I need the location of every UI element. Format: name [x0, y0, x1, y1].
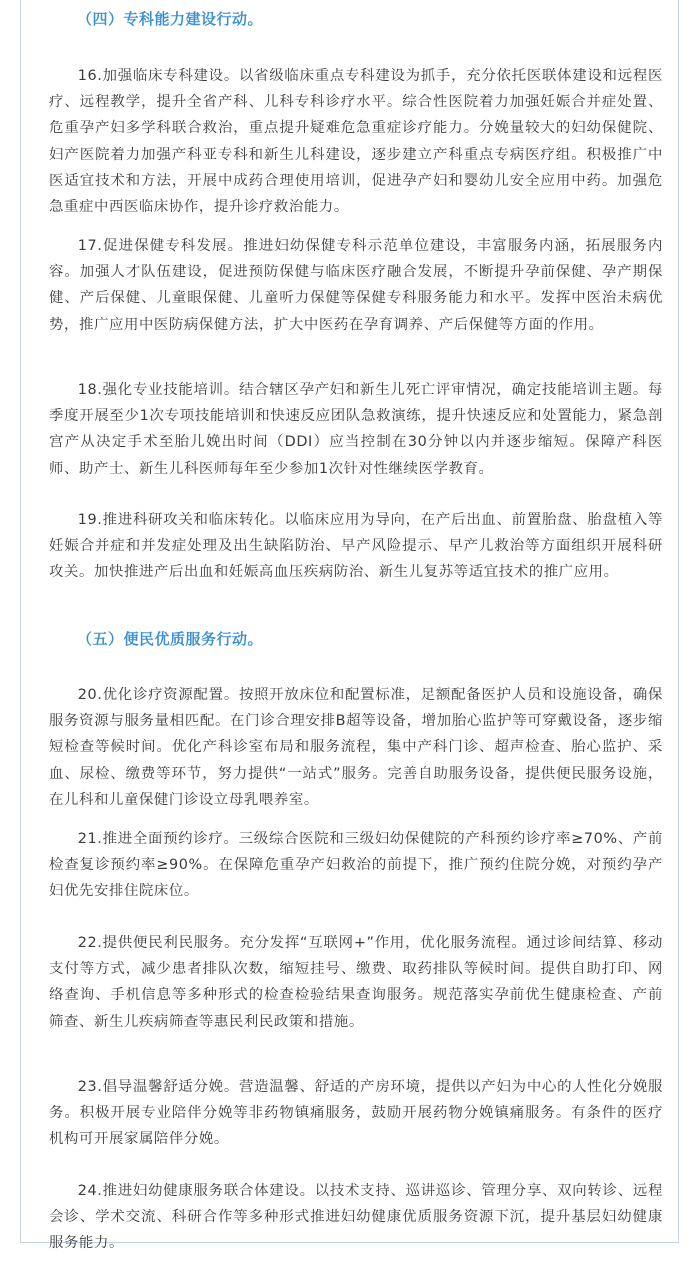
paragraph-17: 17.促进保健专科发展。推进妇幼保健专科示范单位建设，丰富服务内涵，拓展服务内容。加强人才队伍建设，促进预防保健与临床医疗融合发展，不断提升孕前保健、孕产期保健、产后保健、儿童眼保健、儿童听力保健等保健专科服务能力和水平。发挥中医治未病优势，推广应用中医防病保健方法，扩大中医药在孕育调养、产后保健等方面的作用。: [49, 238, 663, 333]
paragraph-24: 24.推进妇幼健康服务联合体建设。以技术支持、巡讲巡诊、管理分享、双向转诊、远程会诊、学术交流、科研合作等多种形式推进妇幼健康优质服务资源下沉，提升基层妇幼健康服务能力。: [49, 1183, 663, 1252]
paragraph-18: 18.强化专业技能培训。结合辖区孕产妇和新生儿死亡评审情况，确定技能培训主题。每季度开展至少1次专项技能培训和快速反应团队急救演练，提升快速反应和处置能力，紧急剖宫产从决定手术至胎儿娩出时间（DDI）应当控制在30分钟以内并逐步缩短。保障产科医师、助产士、新生儿科医师每年至少参加1次针对性继续医学教育。: [49, 382, 663, 477]
paragraph-22: 22.提供便民利民服务。充分发挥“互联网+”作用，优化服务流程。通过诊间结算、移动支付等方式，减少患者排队次数，缩短挂号、缴费、取药排队等候时间。提供自助打印、网络查询、手机信息等多种形式的检查检验结果查询服务。规范落实孕前优生健康检查、产前筛查、新生儿疾病筛查等惠民利民政策和措施。: [49, 935, 663, 1030]
paragraph-21: 21.推进全面预约诊疗。三级综合医院和三级妇幼保健院的产科预约诊疗率≥70%、产前检查复诊预约率≥90%。在保障危重孕产妇救治的前提下，推广预约住院分娩，对预约孕产妇优先安排住院床位。: [49, 831, 663, 900]
paragraph-16: 16.加强临床专科建设。以省级临床重点专科建设为抓手，充分依托医联体建设和远程医疗、远程教学，提升全省产科、儿科专科诊疗水平。综合性医院着力加强妊娠合并症处置、危重孕产妇多学科联合救治，重点提升疑难危急重症诊疗能力。分娩量较大的妇幼保健院、妇产医院着力加强产科亚专科和新生儿科建设，逐步建立产科重点专病医疗组。积极推广中医适宜技术和方法，开展中成药合理使用培训，促进孕产妇和婴幼儿安全应用中药。加强危急重症中西医临床协作，提升诊疗救治能力。: [49, 68, 663, 216]
paragraph-19: 19.推进科研攻关和临床转化。以临床应用为导向，在产后出血、前置胎盘、胎盘植入等妊娠合并症和并发症处理及出生缺陷防治、早产风险提示、早产儿救治等方面组织开展科研攻关。加快推进产后出血和妊娠高血压疾病防治、新生儿复苏等适宜技术的推广应用。: [49, 512, 663, 581]
paragraph-20: 20.优化诊疗资源配置。按照开放床位和配置标准，足额配备医护人员和设施设备，确保服务资源与服务量相匹配。在门诊合理安排B超等设备，增加胎心监护等可穿戴设备，逐步缩短检查等候时间。优化产科诊室布局和服务流程，集中产科门诊、超声检查、胎心监护、采血、尿检、缴费等环节，努力提供“一站式”服务。完善自助服务设备，提供便民服务设施，在儿科和儿童保健门诊设立母乳喂养室。: [49, 687, 663, 808]
section-heading-5: （五）便民优质服务行动。: [77, 630, 264, 648]
section-heading-4: （四）专科能力建设行动。: [77, 10, 264, 28]
paragraph-23: 23.倡导温馨舒适分娩。营造温馨、舒适的产房环境，提供以产妇为中心的人性化分娩服务。积极开展专业陪伴分娩等非药物镇痛服务，鼓励开展药物分娩镇痛服务。有条件的医疗机构可开展家属陪伴分娩。: [49, 1079, 663, 1148]
